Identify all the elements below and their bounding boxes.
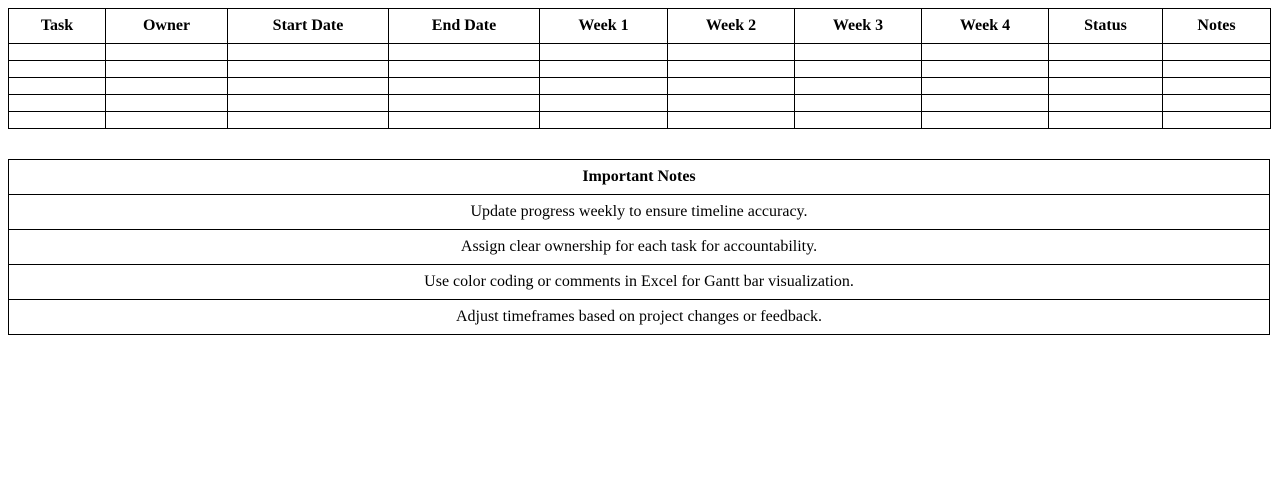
table-cell[interactable]	[9, 112, 106, 129]
gantt-header-row	[9, 9, 1271, 44]
table-row	[9, 61, 1271, 78]
table-cell[interactable]	[1049, 112, 1163, 129]
table-cell[interactable]	[228, 112, 389, 129]
note-text: Update progress weekly to ensure timeline accuracy.	[9, 195, 1270, 230]
header-week-1: Week 1	[540, 9, 668, 44]
list-item	[9, 230, 1270, 265]
table-cell[interactable]	[795, 95, 922, 112]
header-week-2: Week 2	[668, 9, 795, 44]
list-item	[9, 195, 1270, 230]
table-cell[interactable]	[389, 61, 540, 78]
table-cell[interactable]	[389, 44, 540, 61]
table-cell[interactable]	[1163, 78, 1271, 95]
table-cell[interactable]	[795, 78, 922, 95]
table-row	[9, 95, 1271, 112]
table-cell[interactable]	[668, 61, 795, 78]
note-text: Use color coding or comments in Excel for Gantt bar visualization.	[9, 265, 1270, 300]
table-cell[interactable]	[1163, 95, 1271, 112]
table-cell[interactable]	[540, 61, 668, 78]
table-cell[interactable]	[228, 44, 389, 61]
table-cell[interactable]	[106, 112, 228, 129]
header-week-3: Week 3	[795, 9, 922, 44]
notes-header-row	[9, 160, 1270, 195]
table-row	[9, 112, 1271, 129]
table-cell[interactable]	[795, 44, 922, 61]
table-cell[interactable]	[228, 78, 389, 95]
table-row	[9, 78, 1271, 95]
table-cell[interactable]	[1049, 61, 1163, 78]
table-cell[interactable]	[106, 95, 228, 112]
list-item	[9, 265, 1270, 300]
header-start-date: Start Date	[228, 9, 389, 44]
notes-title: Important Notes	[9, 160, 1270, 195]
header-owner: Owner	[106, 9, 228, 44]
table-cell[interactable]	[106, 61, 228, 78]
table-cell[interactable]	[668, 95, 795, 112]
header-status: Status	[1049, 9, 1163, 44]
table-cell[interactable]	[389, 78, 540, 95]
table-cell[interactable]	[106, 44, 228, 61]
table-cell[interactable]	[1163, 112, 1271, 129]
gantt-table	[8, 8, 1271, 129]
table-cell[interactable]	[389, 95, 540, 112]
table-cell[interactable]	[9, 61, 106, 78]
note-text: Adjust timeframes based on project changes or feedback.	[9, 300, 1270, 335]
table-cell[interactable]	[540, 44, 668, 61]
table-cell[interactable]	[9, 95, 106, 112]
table-cell[interactable]	[922, 61, 1049, 78]
table-cell[interactable]	[106, 78, 228, 95]
table-cell[interactable]	[922, 44, 1049, 61]
note-text: Assign clear ownership for each task for accountability.	[9, 230, 1270, 265]
header-week-4: Week 4	[922, 9, 1049, 44]
table-cell[interactable]	[795, 61, 922, 78]
table-row	[9, 44, 1271, 61]
table-cell[interactable]	[922, 78, 1049, 95]
table-cell[interactable]	[540, 78, 668, 95]
table-cell[interactable]	[9, 44, 106, 61]
table-cell[interactable]	[9, 78, 106, 95]
header-task: Task	[9, 9, 106, 44]
table-cell[interactable]	[1049, 95, 1163, 112]
table-cell[interactable]	[1049, 44, 1163, 61]
table-cell[interactable]	[1163, 44, 1271, 61]
table-cell[interactable]	[228, 61, 389, 78]
table-cell[interactable]	[1049, 78, 1163, 95]
table-cell[interactable]	[922, 95, 1049, 112]
table-cell[interactable]	[1163, 61, 1271, 78]
table-cell[interactable]	[668, 44, 795, 61]
header-notes: Notes	[1163, 9, 1271, 44]
table-cell[interactable]	[389, 112, 540, 129]
table-cell[interactable]	[540, 112, 668, 129]
notes-table	[8, 159, 1270, 335]
list-item	[9, 300, 1270, 335]
header-end-date: End Date	[389, 9, 540, 44]
table-cell[interactable]	[922, 112, 1049, 129]
table-cell[interactable]	[668, 112, 795, 129]
table-cell[interactable]	[668, 78, 795, 95]
table-cell[interactable]	[795, 112, 922, 129]
table-cell[interactable]	[228, 95, 389, 112]
table-cell[interactable]	[540, 95, 668, 112]
